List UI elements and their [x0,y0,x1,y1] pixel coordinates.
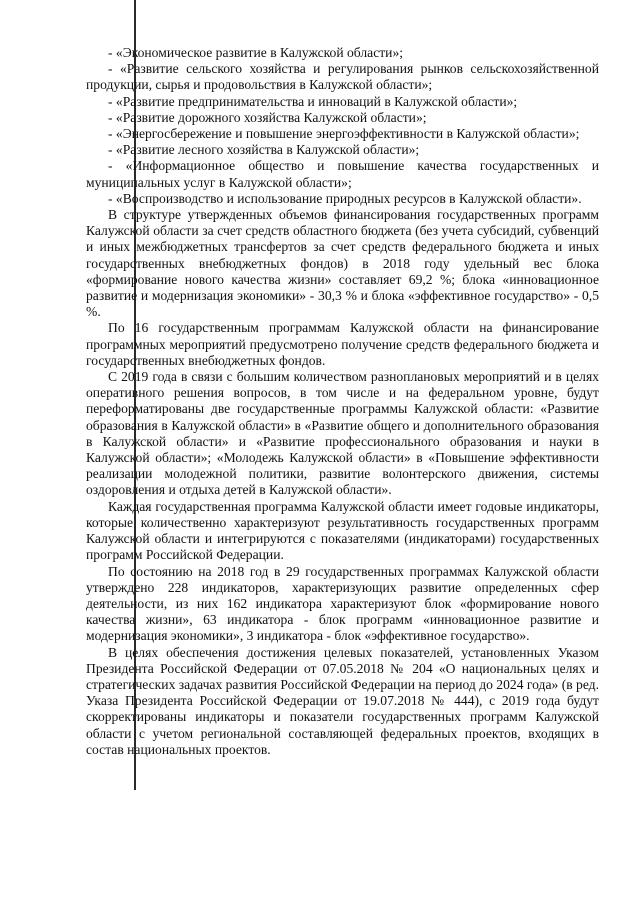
paragraph-reformatting: С 2019 года в связи с большим количеством разноплановых мероприятий и в целях оперативного решения вопросов, в том числе и на федеральном уровне, будут переформатированы две государственные программы Калужской области: «Развитие образования в Калужской области» в «Развитие общего и дополнительного образования в Калужской области» и «Развитие профессионального образования и науки в Калужской области»; «Молодежь Калужской области» в «Повышение эффективности реализации молодежной политики, развитие волонтерского движения, системы оздоровления и отдыха детей в Калужской области». [86,369,599,498]
list-item: - «Развитие сельского хозяйства и регулирования рынков сельскохозяйственной продукции, сырья и продовольствия в Калужской области»; [86,61,599,93]
document-body [86,45,599,758]
list-item: - «Развитие дорожного хозяйства Калужской области»; [108,109,427,125]
list-item: - «Информационное общество и повышение качества государственных и муниципальных услуг в Калужской области»; [86,158,599,190]
paragraph-indicator-counts: По состоянию на 2018 год в 29 государственных программах Калужской области утверждено 228 индикаторов, характеризующих развитие определенных сфер деятельности, из них 162 индикатора характеризуют блок «формирование нового качества жизни», 63 индикатора - блок программ «инновационное развитие и модернизация экономики», 3 индикатора - блок «эффективное государство». [86,563,599,644]
paragraph-federal-funds: По 16 государственным программам Калужской области на финансирование программных мероприятий предусмотрено получение средств федерального бюджета и государственных внебюджетных фондов. [86,320,599,368]
list-item: - «Воспроизводство и использование природных ресурсов в Калужской области». [108,190,582,206]
paragraph-national-goals: В целях обеспечения достижения целевых показателей, установленных Указом Президента Российской Федерации от 07.05.2018 № 204 «О национальных целях и стратегических задачах развития Российской Федерации на период до 2024 года» (в ред. Указа Президента Российской Федерации от 19.07.2018 № 444), с 2019 года будут скорректированы индикаторы и показатели государственных программ Калужской области с учетом региональной составляющей федеральных проектов, входящих в состав национальных проектов. [86,644,599,757]
list-item: - «Развитие лесного хозяйства в Калужской области»; [108,142,420,158]
paragraph-financing-structure: В структуре утвержденных объемов финансирования государственных программ Калужской области за счет средств областного бюджета (без учета субсидий, субвенций и иных межбюджетных трансфертов за счет средств федерального бюджета и иных государственных внебюджетных фондов) в 2018 году удельный вес блока «формирование нового качества жизни» составляет 69,2 %; блока «инновационное развитие и модернизация экономики» - 30,3 % и блока «эффективное государство» - 0,5 %. [86,207,599,320]
list-item: - «Развитие предпринимательства и инноваций в Калужской области»; [108,93,518,109]
paragraph-indicators: Каждая государственная программа Калужской области имеет годовые индикаторы, которые количественно характеризуют результативность государственных программ Калужской области и интегрируются с показателями (индикаторами) государственных программ Российской Федерации. [86,498,599,563]
list-item: - «Экономическое развитие в Калужской области»; [108,45,404,60]
list-item: - «Энергосбережение и повышение энергоэффективности в Калужской области»; [108,126,580,142]
